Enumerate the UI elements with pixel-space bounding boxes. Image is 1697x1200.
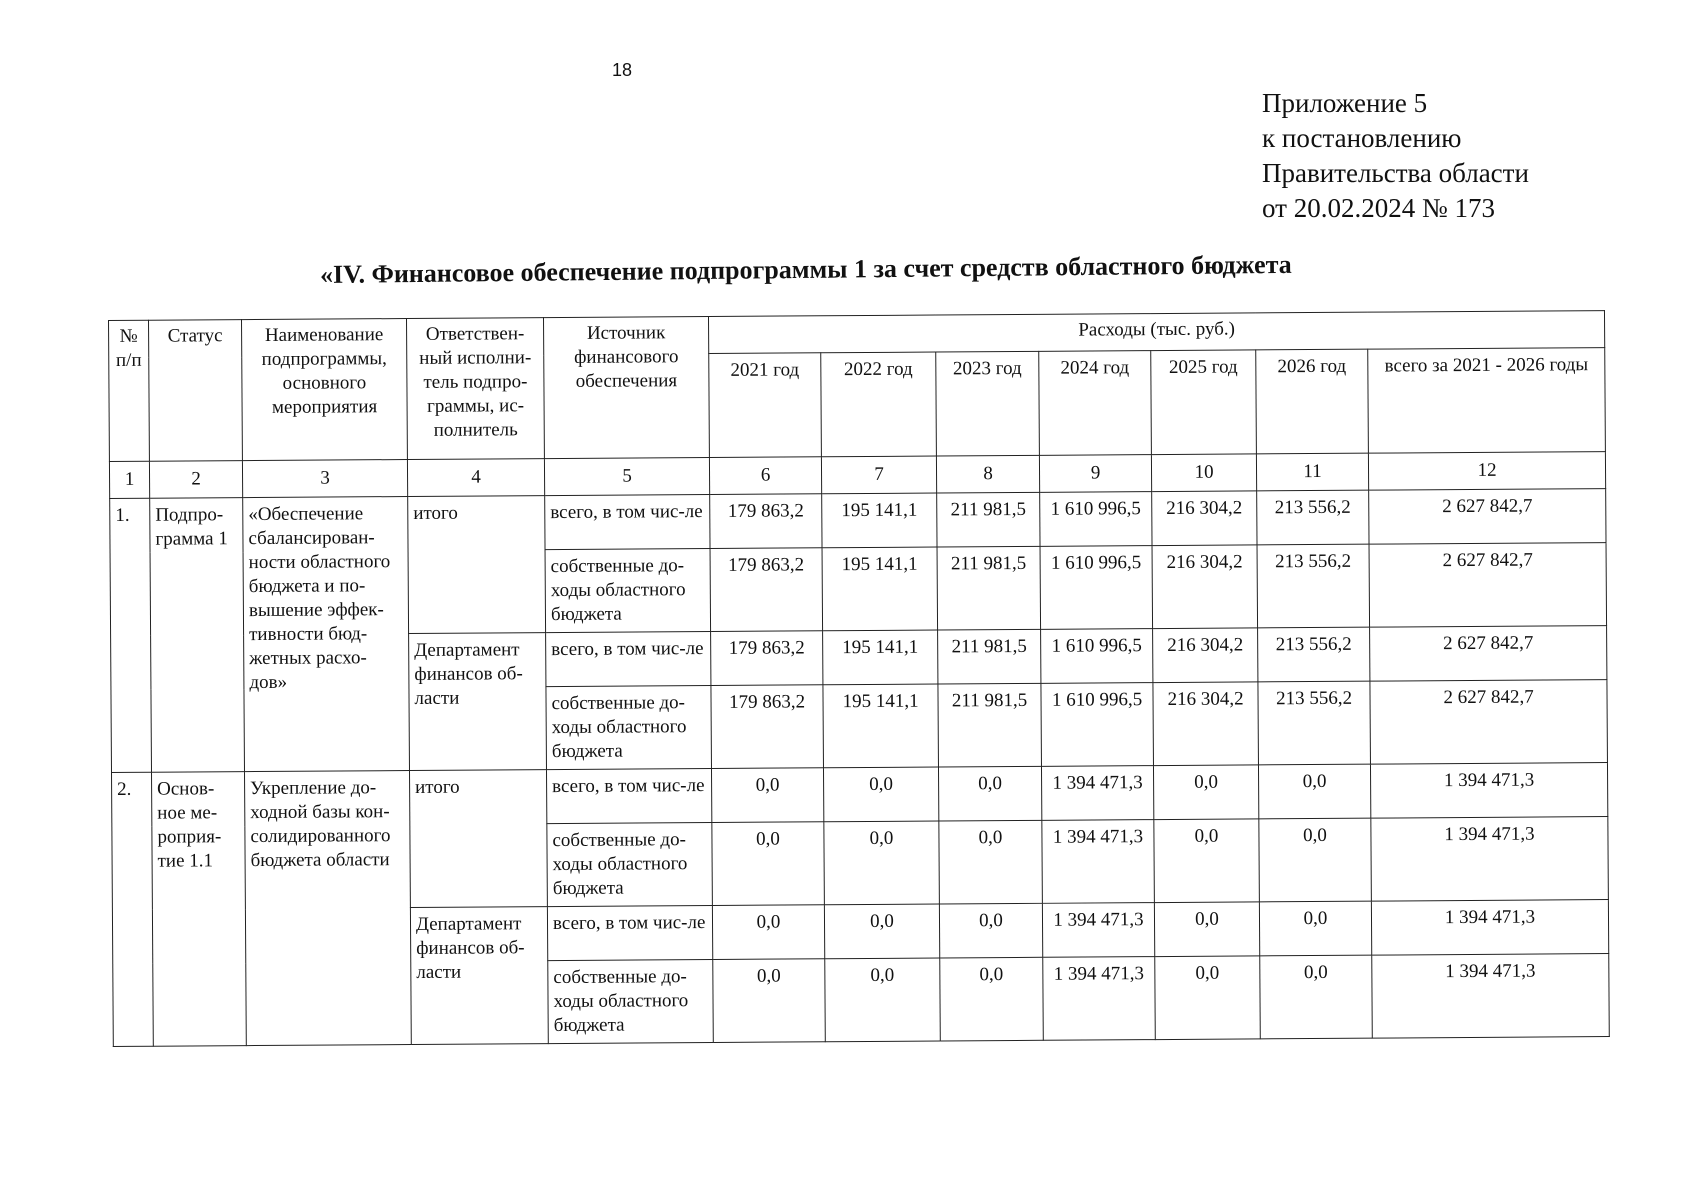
column-number: 1 (109, 461, 149, 498)
value-cell: 179 863,2 (711, 631, 823, 686)
row-status: Подпро-грамма 1 (150, 498, 245, 773)
row-number: 1. (110, 498, 152, 772)
value-cell: 0,0 (1154, 902, 1259, 957)
value-cell: 0,0 (940, 957, 1044, 1041)
column-number: 7 (821, 456, 936, 494)
value-cell: 1 394 471,3 (1042, 820, 1155, 904)
value-cell: 1 394 471,3 (1371, 817, 1609, 902)
row-number: 2. (112, 772, 154, 1046)
header-year: 2025 год (1151, 350, 1257, 455)
value-cell: 0,0 (823, 767, 938, 822)
row-executor: Департамент финансов об-ласти (410, 907, 548, 1045)
header-year: 2026 год (1256, 349, 1369, 454)
value-cell: 216 304,2 (1152, 545, 1258, 629)
value-cell: 213 556,2 (1257, 544, 1370, 628)
value-cell: 0,0 (1260, 955, 1373, 1039)
row-source: собственные до-ходы областного бюджета (547, 823, 713, 907)
value-cell: 0,0 (939, 903, 1042, 958)
row-program-name: «Обеспечение сбалансирован-ности областного бюджета и по-вышение эффек-тивности бюд-жетных расхо-дов» (243, 497, 410, 772)
header-year: 2024 год (1039, 351, 1152, 456)
value-cell: 195 141,1 (823, 630, 938, 685)
value-cell: 1 610 996,5 (1040, 492, 1152, 547)
value-cell: 211 981,5 (937, 492, 1040, 547)
page-number: 18 (612, 60, 633, 80)
value-cell: 195 141,1 (822, 547, 938, 631)
value-cell: 1 610 996,5 (1041, 629, 1153, 684)
section-title: «IV. Финансовое обеспечение подпрограммы 1 за счет средств областного бюджета (319, 249, 1292, 289)
row-source: всего, в том чис-ле (546, 769, 711, 824)
row-executor: итого (409, 770, 547, 908)
value-cell: 195 141,1 (822, 493, 937, 548)
header-year: 2021 год (709, 353, 822, 458)
value-cell: 179 863,2 (710, 548, 823, 632)
header-name: Наименование подпрограммы, основного мероприятия (242, 319, 408, 461)
value-cell: 2 627 842,7 (1369, 543, 1607, 628)
value-cell: 213 556,2 (1257, 490, 1369, 545)
value-cell: 0,0 (711, 768, 823, 823)
value-cell: 0,0 (824, 821, 940, 905)
column-number: 11 (1256, 453, 1368, 491)
value-cell: 0,0 (824, 904, 939, 959)
value-cell: 0,0 (1153, 765, 1258, 820)
row-source: собственные до-ходы областного бюджета (546, 686, 712, 770)
approval-line: Правительства области (1262, 158, 1529, 188)
approval-line: от 20.02.2024 № 173 (1262, 193, 1495, 223)
financing-table-container (108, 310, 1609, 1047)
value-cell: 1 394 471,3 (1043, 957, 1156, 1041)
column-number: 9 (1039, 455, 1151, 493)
value-cell: 0,0 (938, 766, 1041, 821)
value-cell: 0,0 (939, 820, 1043, 904)
value-cell: 0,0 (1155, 956, 1261, 1040)
value-cell: 213 556,2 (1258, 627, 1370, 682)
value-cell: 1 610 996,5 (1040, 546, 1153, 630)
value-cell: 0,0 (1259, 901, 1371, 956)
approval-block (1262, 86, 1529, 226)
value-cell: 216 304,2 (1153, 682, 1259, 766)
value-cell: 0,0 (825, 958, 941, 1042)
value-cell: 0,0 (1154, 819, 1260, 903)
value-cell: 0,0 (1259, 818, 1372, 902)
value-cell: 1 610 996,5 (1041, 683, 1154, 767)
row-source: всего, в том чис-ле (546, 632, 711, 687)
header-year: 2022 год (821, 352, 937, 457)
value-cell: 1 394 471,3 (1041, 766, 1153, 821)
column-number: 8 (936, 455, 1039, 493)
header-status: Статус (149, 320, 243, 462)
row-executor: Департамент финансов об-ласти (409, 633, 547, 771)
value-cell: 1 394 471,3 (1042, 903, 1154, 958)
header-total: всего за 2021 - 2026 годы (1368, 348, 1606, 454)
header-expenses: Расходы (тыс. руб.) (708, 311, 1604, 354)
value-cell: 0,0 (1258, 764, 1370, 819)
header-num: № п/п (109, 320, 150, 461)
approval-line: Приложение 5 (1262, 88, 1428, 118)
value-cell: 2 627 842,7 (1370, 626, 1607, 682)
column-number: 10 (1151, 454, 1256, 492)
value-cell: 2 627 842,7 (1369, 489, 1606, 545)
value-cell: 216 304,2 (1153, 628, 1258, 683)
value-cell: 179 863,2 (711, 685, 824, 769)
column-number: 5 (544, 458, 709, 496)
value-cell: 216 304,2 (1152, 491, 1257, 546)
column-number: 4 (407, 459, 544, 497)
row-source: всего, в том чис-ле (545, 495, 710, 550)
header-year: 2023 год (936, 351, 1040, 456)
value-cell: 0,0 (712, 822, 825, 906)
value-cell: 213 556,2 (1258, 681, 1371, 765)
value-cell: 211 981,5 (937, 546, 1041, 630)
row-program-name: Укрепление до-ходной базы кон-солидированного бюджета области (244, 771, 411, 1046)
value-cell: 1 394 471,3 (1370, 763, 1607, 819)
column-number: 3 (242, 460, 407, 498)
value-cell: 195 141,1 (823, 684, 939, 768)
value-cell: 211 981,5 (938, 683, 1042, 767)
value-cell: 1 394 471,3 (1371, 900, 1608, 956)
value-cell: 0,0 (713, 959, 826, 1043)
row-source: всего, в том чис-ле (547, 906, 712, 961)
value-cell: 2 627 842,7 (1370, 680, 1608, 765)
financing-table (108, 310, 1610, 1047)
value-cell: 179 863,2 (710, 494, 822, 549)
column-number: 2 (149, 461, 242, 499)
header-source: Источник финансового обеспечения (543, 317, 709, 459)
approval-line: к постановлению (1262, 123, 1462, 153)
column-number: 6 (709, 457, 821, 495)
row-source: собственные до-ходы областного бюджета (545, 549, 711, 633)
value-cell: 1 394 471,3 (1372, 954, 1610, 1039)
value-cell: 0,0 (712, 905, 824, 960)
row-executor: итого (408, 496, 546, 634)
column-number: 12 (1368, 452, 1605, 491)
header-executor: Ответствен-ный исполни-тель подпро-граммы, ис-полнитель (406, 318, 544, 460)
row-status: Основ-ное ме-роприя-тие 1.1 (152, 772, 247, 1047)
row-source: собственные до-ходы областного бюджета (548, 960, 714, 1044)
value-cell: 211 981,5 (938, 629, 1041, 684)
